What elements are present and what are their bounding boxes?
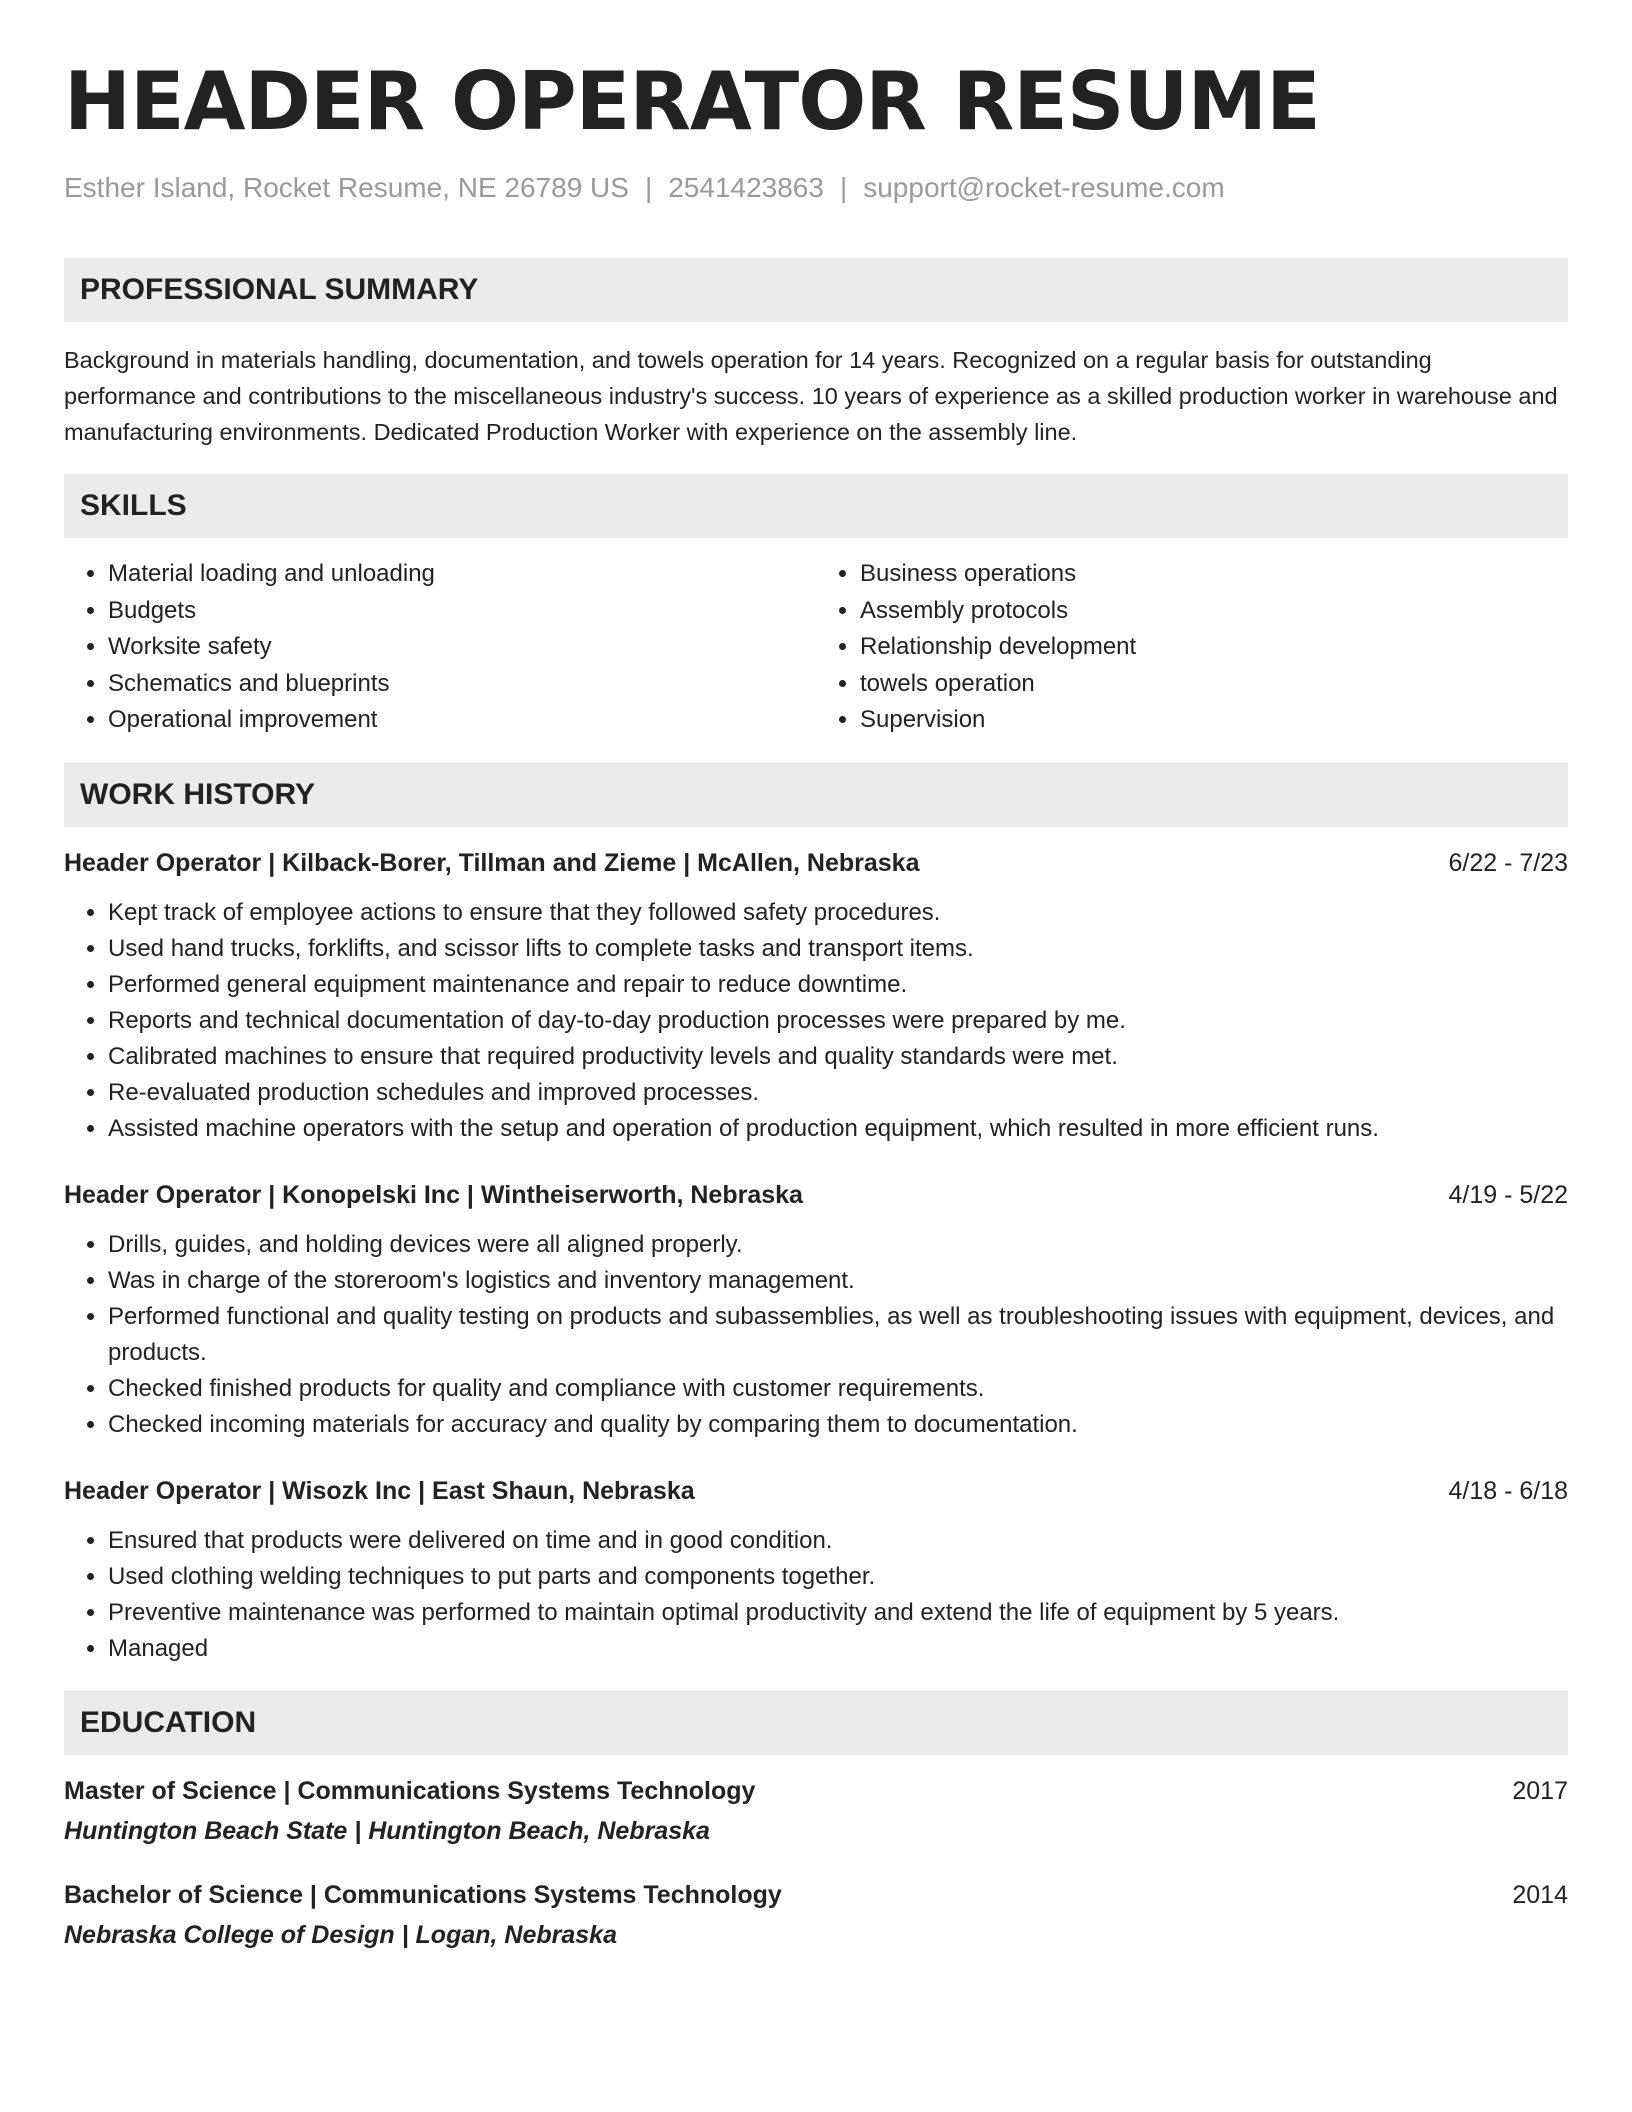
skill-item: • towels operation bbox=[860, 666, 1568, 703]
skill-item: • Worksite safety bbox=[108, 629, 816, 666]
education-year: 2017 bbox=[1512, 1776, 1568, 1805]
job-entry bbox=[64, 845, 1568, 1147]
skill-item: • Assembly protocols bbox=[860, 593, 1568, 630]
job-dates: 4/19 - 5/22 bbox=[1448, 1180, 1568, 1209]
summary-text: Background in materials handling, documentation, and towels operation for 14 years. Recognized on a regular basis for outstanding performance and contributions to the miscellaneous industry's success. 10 years of experience as a skilled production worker in warehouse and manufacturing environments. Dedicated Production Worker with experience on the assembly line. bbox=[64, 347, 1558, 445]
job-bullet: • Was in charge of the storeroom's logistics and inventory management. bbox=[108, 1263, 1568, 1299]
education-degree: Bachelor of Science | Communications Systems Technology bbox=[64, 1880, 782, 1909]
job-bullet: • Ensured that products were delivered on time and in good condition. bbox=[108, 1523, 1568, 1559]
job-dates: 6/22 - 7/23 bbox=[1448, 848, 1568, 877]
job-bullet: • Re-evaluated production schedules and improved processes. bbox=[108, 1075, 1568, 1111]
job-bullet: • Checked incoming materials for accuracy and quality by comparing them to documentation. bbox=[108, 1407, 1568, 1443]
skills-column-left bbox=[64, 556, 816, 739]
education-header bbox=[64, 1877, 1568, 1913]
skills-heading: SKILLS bbox=[64, 474, 1568, 538]
job-bullets bbox=[64, 1227, 1568, 1443]
job-bullet: • Used hand trucks, forklifts, and scissor lifts to complete tasks and transport items. bbox=[108, 931, 1568, 967]
job-bullet: • Reports and technical documentation of day-to-day production processes were prepared by me. bbox=[108, 1003, 1568, 1039]
skills-list bbox=[64, 556, 1568, 739]
job-bullet: • Performed general equipment maintenance and repair to reduce downtime. bbox=[108, 967, 1568, 1003]
job-title: Header Operator | Konopelski Inc | Wintheiserworth, Nebraska bbox=[64, 1180, 803, 1209]
job-bullet: • Calibrated machines to ensure that required productivity levels and quality standards were met. bbox=[108, 1039, 1568, 1075]
education-school: Nebraska College of Design | Logan, Nebraska bbox=[64, 1920, 617, 1949]
job-header bbox=[64, 1177, 1568, 1213]
job-header bbox=[64, 1473, 1568, 1509]
education-degree: Master of Science | Communications Systems Technology bbox=[64, 1776, 756, 1805]
contact-address: Esther Island, Rocket Resume, NE 26789 US bbox=[64, 172, 629, 203]
skill-item: • Budgets bbox=[108, 593, 816, 630]
job-bullet: • Performed functional and quality testing on products and subassemblies, as well as troubleshooting issues with equipment, devices, and products. bbox=[108, 1299, 1568, 1371]
contact-email: support@rocket-resume.com bbox=[863, 172, 1225, 203]
skills-column-right bbox=[816, 556, 1568, 739]
job-bullet: • Kept track of employee actions to ensure that they followed safety procedures. bbox=[108, 895, 1568, 931]
work-heading: WORK HISTORY bbox=[64, 763, 1568, 827]
job-bullet: • Managed bbox=[108, 1631, 1568, 1667]
job-bullet: • Preventive maintenance was performed to maintain optimal productivity and extend the life of equipment by 5 years. bbox=[108, 1595, 1568, 1631]
skill-item: • Supervision bbox=[860, 702, 1568, 739]
contact-separator: | bbox=[644, 172, 653, 203]
job-bullets bbox=[64, 895, 1568, 1147]
education-school: Huntington Beach State | Huntington Beach, Nebraska bbox=[64, 1816, 710, 1845]
contact-phone: 2541423863 bbox=[668, 172, 824, 203]
contact-separator: | bbox=[839, 172, 848, 203]
education-heading: EDUCATION bbox=[64, 1691, 1568, 1755]
summary-heading: PROFESSIONAL SUMMARY bbox=[64, 258, 1568, 322]
job-title: Header Operator | Kilback-Borer, Tillman and Zieme | McAllen, Nebraska bbox=[64, 848, 920, 877]
skill-item: • Business operations bbox=[860, 556, 1568, 593]
job-header bbox=[64, 845, 1568, 881]
resume-title: HEADER OPERATOR RESUME bbox=[64, 55, 1320, 148]
skill-item: • Schematics and blueprints bbox=[108, 666, 816, 703]
skill-item: • Relationship development bbox=[860, 629, 1568, 666]
job-title: Header Operator | Wisozk Inc | East Shaun, Nebraska bbox=[64, 1476, 695, 1505]
education-entry bbox=[64, 1773, 1568, 1849]
job-entry bbox=[64, 1473, 1568, 1667]
job-dates: 4/18 - 6/18 bbox=[1448, 1476, 1568, 1505]
skill-item: • Operational improvement bbox=[108, 702, 816, 739]
education-entry bbox=[64, 1877, 1568, 1953]
job-bullets bbox=[64, 1523, 1568, 1667]
job-bullet: • Assisted machine operators with the setup and operation of production equipment, which resulted in more efficient runs. bbox=[108, 1111, 1568, 1147]
job-entry bbox=[64, 1177, 1568, 1443]
job-bullet: • Used clothing welding techniques to put parts and components together. bbox=[108, 1559, 1568, 1595]
education-year: 2014 bbox=[1512, 1880, 1568, 1909]
skill-item: • Material loading and unloading bbox=[108, 556, 816, 593]
job-bullet: • Checked finished products for quality and compliance with customer requirements. bbox=[108, 1371, 1568, 1407]
education-header bbox=[64, 1773, 1568, 1809]
job-bullet: • Drills, guides, and holding devices were all aligned properly. bbox=[108, 1227, 1568, 1263]
contact-line bbox=[64, 170, 1568, 206]
